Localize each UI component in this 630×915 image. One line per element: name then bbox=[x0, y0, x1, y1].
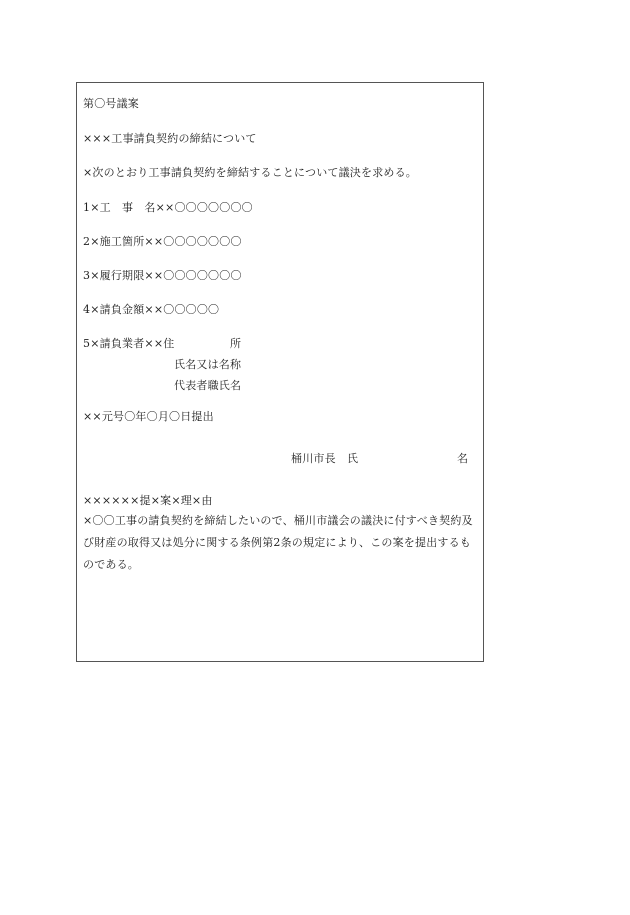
bill-subject: ×××工事請負契約の締結について bbox=[83, 132, 257, 145]
submission-date: ××元号〇年〇月〇日提出 bbox=[83, 410, 214, 423]
bill-intro: ×次のとおり工事請負契約を締結することについて議決を求める。 bbox=[83, 166, 417, 179]
item-contract-amount: 4×請負金額××〇〇〇〇〇 bbox=[83, 303, 220, 316]
item-project-name: 1×工 事 名××〇〇〇〇〇〇〇 bbox=[83, 201, 253, 214]
contractor-name-line: 氏名又は名称 bbox=[174, 358, 242, 371]
signer-name-end: 名 bbox=[457, 452, 469, 465]
reason-text: ×〇〇工事の請負契約を締結したいので、桶川市議会の議決に付すべき契約及び財産の取得又は処分に関する条例第2条の規定により、この案を提出するものである。 bbox=[83, 514, 473, 571]
contractor-rep-line: 代表者職氏名 bbox=[174, 379, 242, 392]
contractor-address-end: 所 bbox=[230, 337, 242, 350]
bill-number: 第〇号議案 bbox=[83, 97, 139, 110]
bill-document bbox=[76, 82, 484, 662]
item-completion-period: 3×履行期限××〇〇〇〇〇〇〇 bbox=[83, 269, 242, 282]
contractor-label: 5×請負業者××住 bbox=[83, 337, 175, 350]
reason-heading: ××××××提×案×理×由 bbox=[83, 494, 213, 507]
item-construction-site: 2×施工箇所××〇〇〇〇〇〇〇 bbox=[83, 235, 242, 248]
signer-title: 桶川市長 氏 bbox=[291, 452, 359, 465]
